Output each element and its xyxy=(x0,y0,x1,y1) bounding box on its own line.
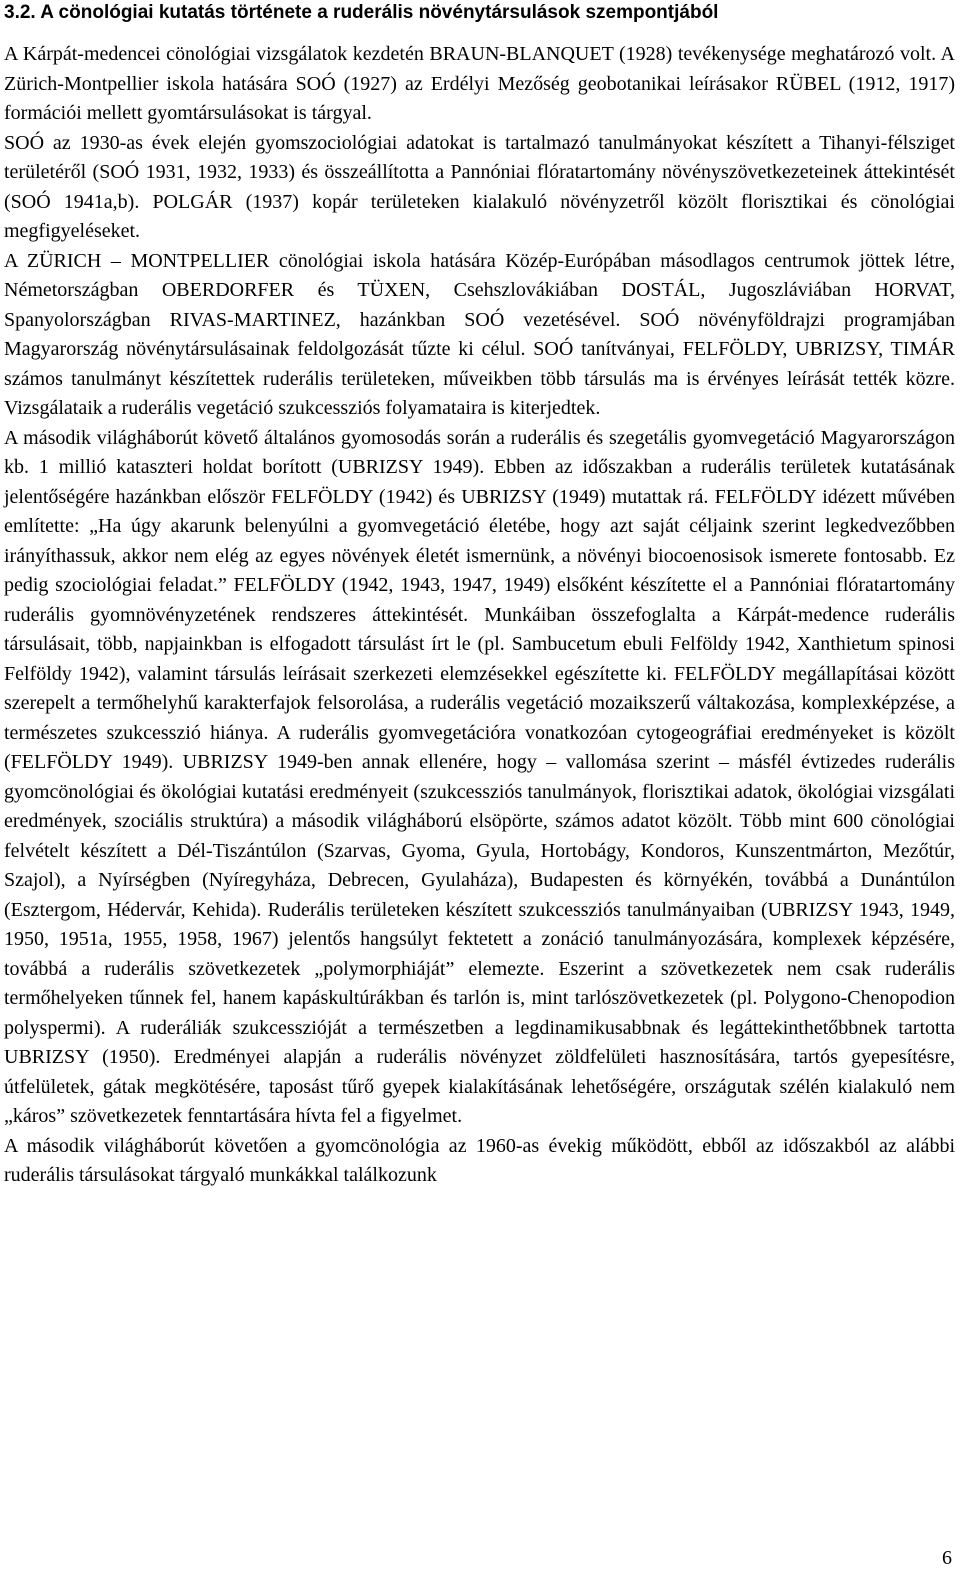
page-number: 6 xyxy=(942,1547,952,1569)
section-heading: 3.2. A cönológiai kutatás története a ruderális növénytársulások szempontjából xyxy=(4,2,719,23)
document-page xyxy=(4,0,955,1191)
body-text: A Kárpát-medencei cönológiai vizsgálatok kezdetén BRAUN-BLANQUET (1928) tevékenysége meghatározó volt. A Zürich-Montpellier iskola hatására SOÓ (1927) az Erdélyi Mezőség geobotanikai leírásakor RÜBEL (1912, 1917) formációi mellett gyomtársulásokat is tárgyal. SOÓ az 1930-as évek elején gyomszociológiai adatokat is tartalmazó tanulmányokat készített a Tihanyi-félsziget területéről (SOÓ 1931, 1932, 1933) és összeállította a Pannóniai flóratartomány növényszövetkezeteinek áttekintését (SOÓ 1941a,b). POLGÁR (1937) kopár területeken kialakuló növényzetről közölt florisztikai és cönológiai megfigyeléseket. A ZÜRICH – MONTPELLIER cönológiai iskola hatására Közép-Európában másodlagos centrumok jöttek létre, Németországban OBERDORFER és TÜXEN, Csehszlovákiában DOSTÁL, Jugoszláviában HORVAT, Spanyolországban RIVAS-MARTINEZ, hazánkban SOÓ vezetésével. SOÓ növényföldrajzi programjában Magyarország növénytársulásainak feldolgozását tűzte ki célul. SOÓ tanítványai, FELFÖLDY, UBRIZSY, TIMÁR számos tanulmányt készítettek ruderális területeken, műveikben több társulás ma is érvényes leírását tették közre. Vizsgálataik a ruderális vegetáció szukcessziós folyamataira is kiterjedtek. A második világháborút követő általános gyomosodás során a ruderális és szegetális gyomvegetáció Magyarországon kb. 1 millió kataszteri holdat borított (UBRIZSY 1949). Ebben az időszakban a ruderális területek kutatásának jelentőségére hazánkban először FELFÖLDY (1942) és UBRIZSY (1949) mutattak rá. FELFÖLDY idézett művében említette: „Ha úgy akarunk belenyúlni a gyomvegetáció életébe, hogy azt saját céljaink szerint legkedvezőbben irányíthassuk, akkor nem elég az egyes növények életét ismernünk, a növényi biocoenosisok ismerete fontosabb. Ez pedig szociológiai feladat.” FELFÖLDY (1942, 1943, 1947, 1949) elsőként készítette el a Pannóniai flóratartomány ruderális gyomnövényzetének rendszeres áttekintését. Munkáiban összefoglalta a Kárpát-medence ruderális társulásait, több, napjainkban is elfogadott társulást írt le (pl. Sambucetum ebuli Felföldy 1942, Xanthietum spinosi Felföldy 1942), valamint társulás leírásait szerkezeti elemzésekkel egészítette ki. FELFÖLDY megállapításai között szerepelt a termőhelyhű karakterfajok felsorolása, a ruderális vegetáció mozaikszerű váltakozása, komplexképzése, a természetes szukcesszió hiánya. A ruderális gyomvegetációra vonatkozóan cytogeográfiai eredményeket is közölt (FELFÖLDY 1949). UBRIZSY 1949-ben annak ellenére, hogy – vallomása szerint – másfél évtizedes ruderális gyomcönológiai és ökológiai kutatási eredményeit (szukcessziós tanulmányok, florisztikai adatok, ökológiai vizsgálati eredmények, szociális struktúra) a második világháború elsöpörte, számos adatot közölt. Több mint 600 cönológiai felvételt készített a Dél-Tiszántúlon (Szarvas, Gyoma, Gyula, Hortobágy, Kondoros, Kunszentmárton, Mezőtúr, Szajol), a Nyírségben (Nyíregyháza, Debrecen, Gyulaháza), Budapesten és környékén, továbbá a Dunántúlon (Esztergom, Hédervár, Kehida). Ruderális területeken készített szukcessziós tanulmányaiban (UBRIZSY 1943, 1949, 1950, 1951a, 1955, 1958, 1967) jelentős hangsúlyt fektetett a zonáció tanulmányozására, komplexek képzésére, továbbá a ruderális szövetkezetek „polymorphiáját” elemezte. Eszerint a szövetkezetek nem csak ruderális termőhelyeken tűnnek fel, hanem kapáskultúrákban és tarlón is, mint tarlószövetkezetek (pl. Polygono-Chenopodion polyspermi). A ruderáliák szukcesszióját a természetben a legdinamikusabbnak és legáttekinthetőbbnek tartotta UBRIZSY (1950). Eredményei alapján a ruderális növényzet zöldfelületi hasznosítására, tartós gyepesítésre, útfelületek, gátak megkötésére, taposást tűrő gyepek kialakításának lehetőségére, országutak szélén kialakuló nem „káros” szövetkezetek fenntartására hívta fel a figyelmet. A második világháborút követően a gyomcönológia az 1960-as évekig működött, ebből az időszakból az alábbi ruderális társulásokat tárgyaló munkákkal találkozunk xyxy=(4,43,955,1186)
